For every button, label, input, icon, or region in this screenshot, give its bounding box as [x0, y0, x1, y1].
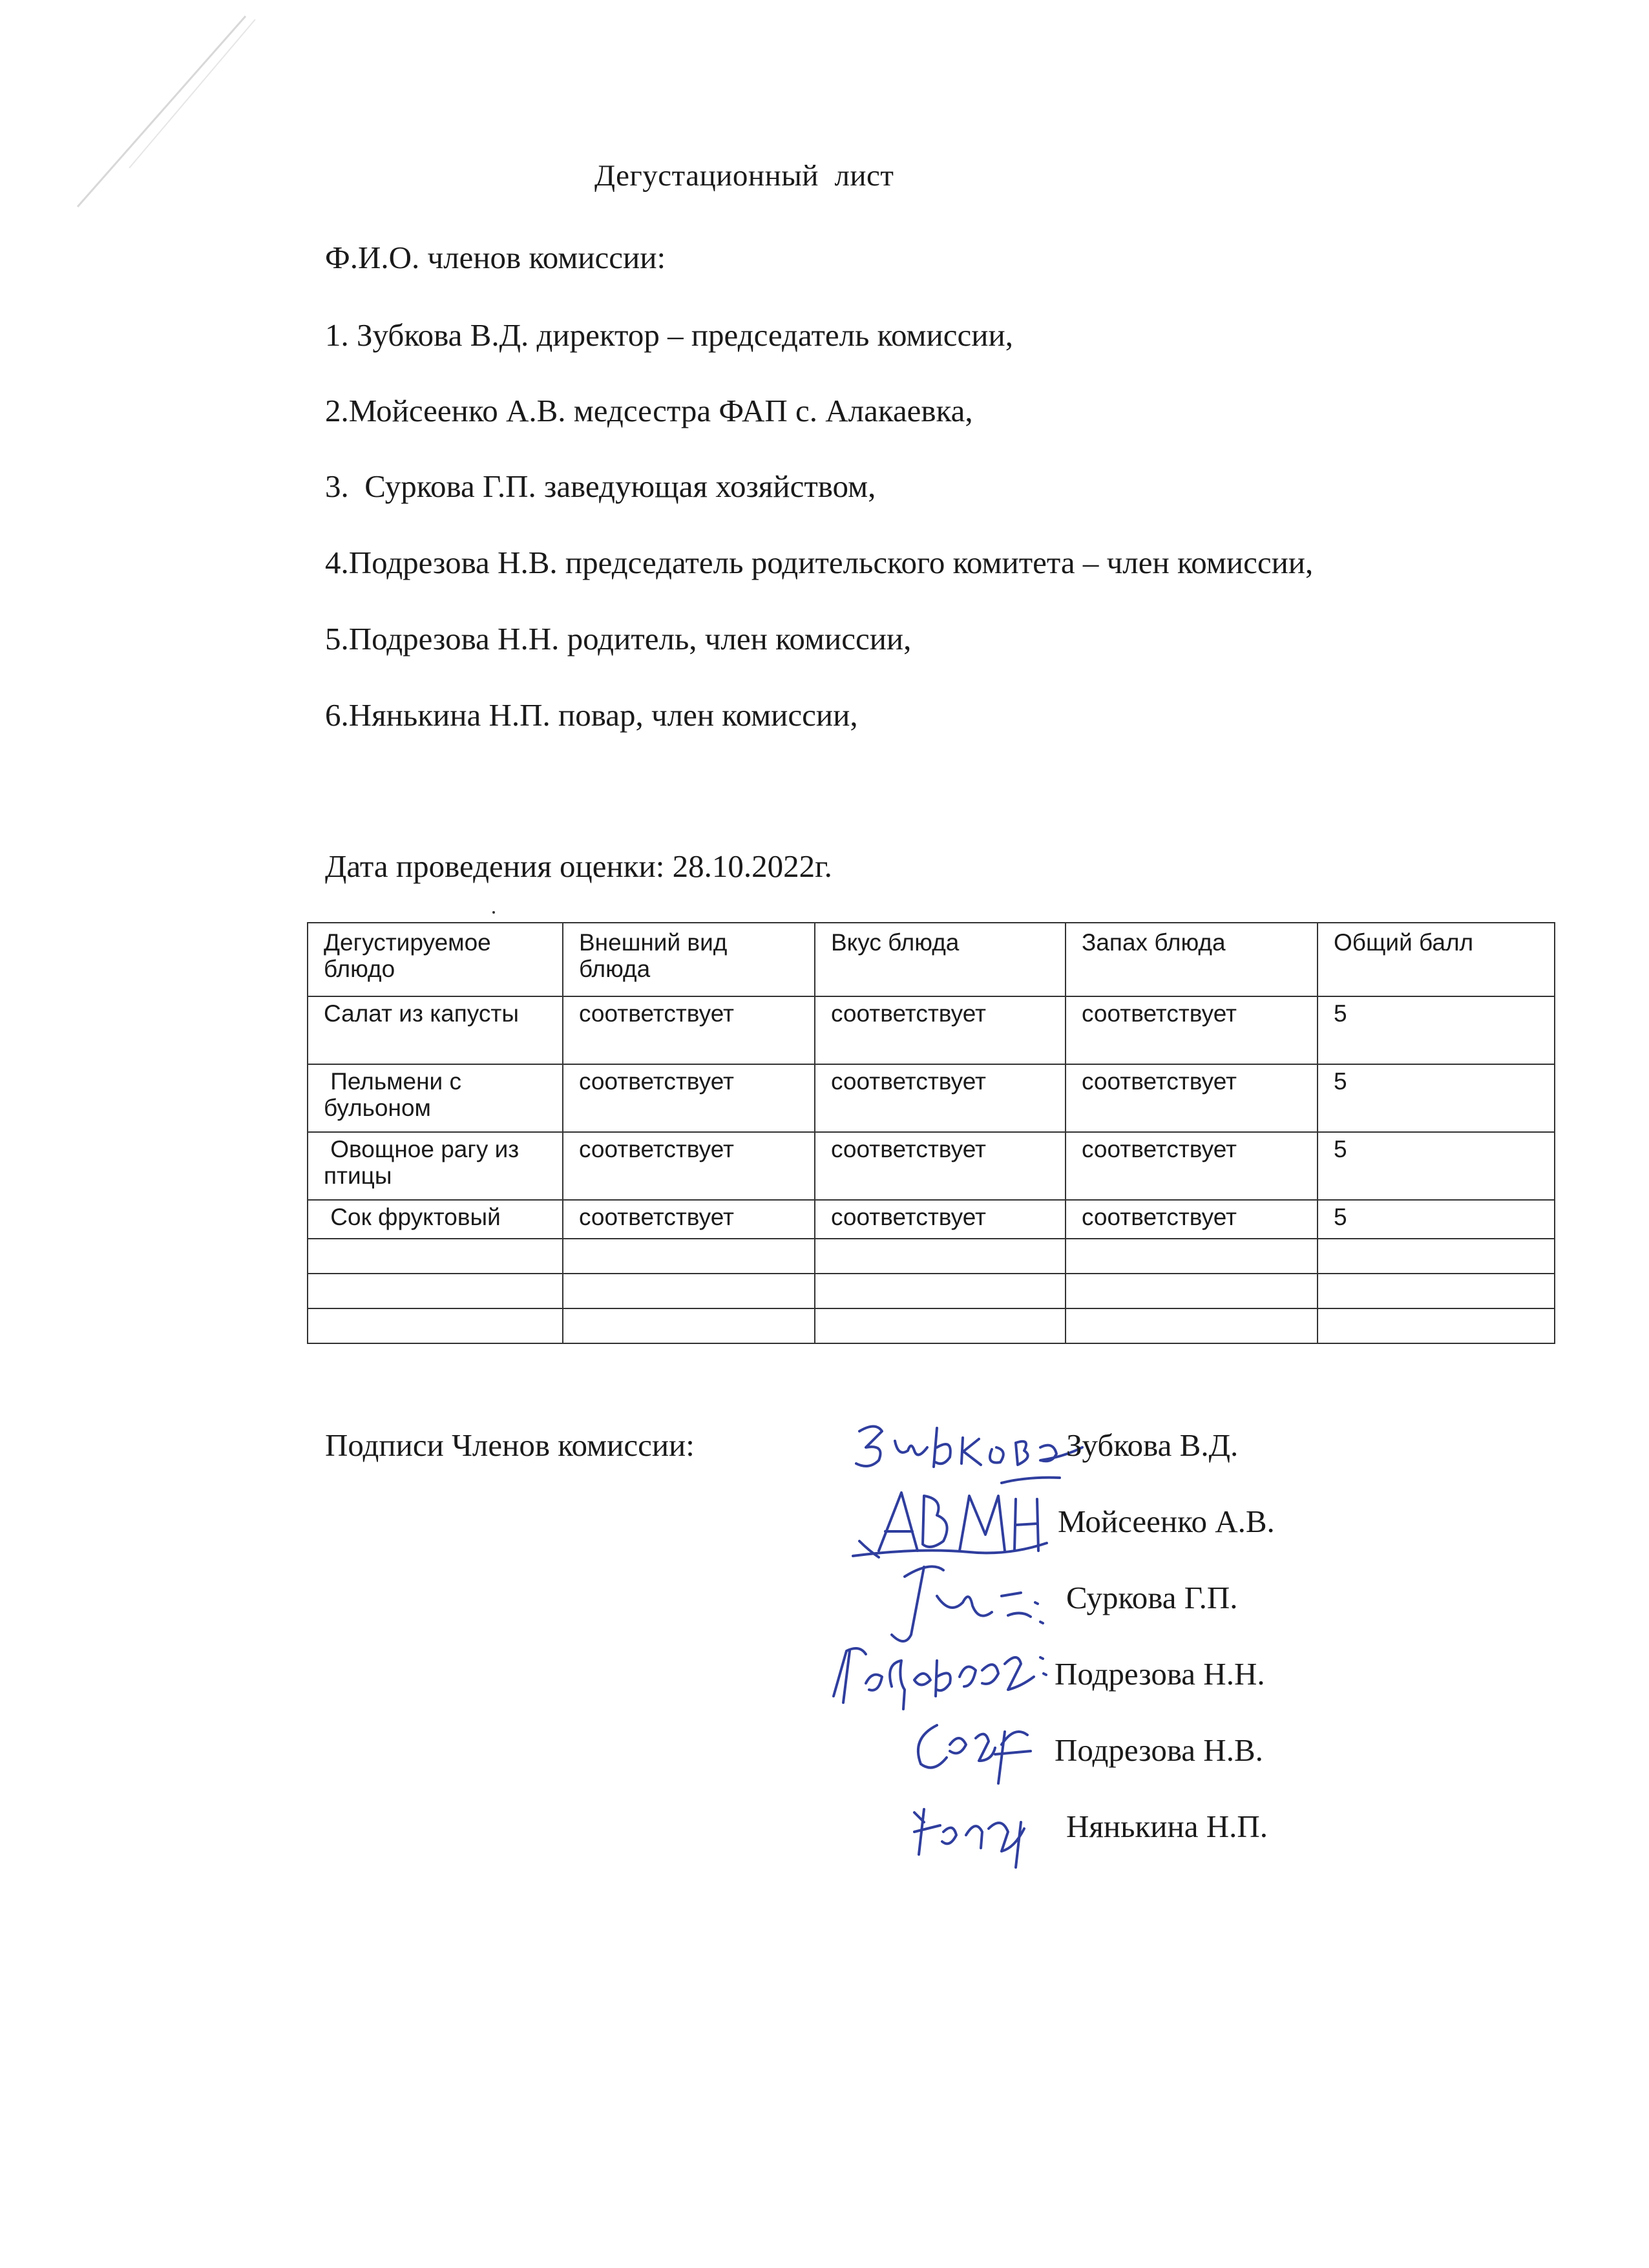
empty-cell — [563, 1274, 815, 1308]
empty-cell — [308, 1308, 563, 1343]
members-heading: Ф.И.О. членов комиссии: — [325, 240, 666, 275]
member-line: 2.Мойсеенко А.В. медсестра ФАП с. Алакаевка, — [325, 393, 973, 428]
stray-dot — [492, 911, 495, 914]
cell-score: 5 — [1318, 1132, 1555, 1200]
member-line: 5.Подрезова Н.Н. родитель, член комиссии, — [325, 621, 912, 656]
empty-cell — [1318, 1274, 1555, 1308]
table-row — [308, 1200, 1555, 1239]
cell-dish: Пельмени с бульоном — [308, 1064, 563, 1132]
cell-smell: соответствует — [1066, 996, 1318, 1064]
tasting-table — [307, 922, 1555, 1344]
empty-cell — [563, 1239, 815, 1274]
member-line: 4.Подрезова Н.В. председатель родительского комитета – член комиссии, — [325, 545, 1314, 580]
signer-name: Подрезова Н.В. — [1055, 1732, 1263, 1768]
header-smell: Запах блюда — [1066, 923, 1318, 996]
cell-smell: соответствует — [1066, 1200, 1318, 1239]
table-row — [308, 1064, 1555, 1132]
cell-dish: Овощное рагу из птицы — [308, 1132, 563, 1200]
table-header-row — [308, 923, 1555, 996]
cell-appearance: соответствует — [563, 1200, 815, 1239]
cell-smell: соответствует — [1066, 1132, 1318, 1200]
document-title: Дегустационный лист — [594, 159, 894, 193]
signatures-label: Подписи Членов комиссии: — [325, 1427, 695, 1463]
signature-podrezova-nv — [898, 1699, 1053, 1790]
cell-score: 5 — [1318, 1064, 1555, 1132]
empty-cell — [815, 1308, 1066, 1343]
header-appearance: Внешний вид блюда — [563, 923, 815, 996]
member-line: 3. Суркова Г.П. заведующая хозяйством, — [325, 468, 876, 504]
empty-cell — [563, 1308, 815, 1343]
signer-name: Зубкова В.Д. — [1066, 1427, 1239, 1463]
cell-appearance: соответствует — [563, 996, 815, 1064]
table-row-empty — [308, 1308, 1555, 1343]
cell-dish: Сок фруктовый — [308, 1200, 563, 1239]
empty-cell — [308, 1239, 563, 1274]
cell-score: 5 — [1318, 996, 1555, 1064]
cell-score: 5 — [1318, 1200, 1555, 1239]
empty-cell — [1066, 1274, 1318, 1308]
empty-cell — [1066, 1239, 1318, 1274]
empty-cell — [815, 1274, 1066, 1308]
assessment-date: Дата проведения оценки: 28.10.2022г. — [325, 848, 832, 884]
member-line: 6.Нянькина Н.П. повар, член комиссии, — [325, 697, 858, 733]
cell-taste: соответствует — [815, 996, 1066, 1064]
signer-name: Подрезова Н.Н. — [1055, 1656, 1265, 1692]
cell-dish: Салат из капусты — [308, 996, 563, 1064]
signer-name: Суркова Г.П. — [1066, 1580, 1238, 1615]
cell-taste: соответствует — [815, 1132, 1066, 1200]
signature-moiseenko — [840, 1480, 1060, 1570]
member-line: 1. Зубкова В.Д. директор – председатель комиссии, — [325, 317, 1013, 353]
empty-cell — [1318, 1239, 1555, 1274]
header-dish: Дегустируемое блюдо — [308, 923, 563, 996]
cell-taste: соответствует — [815, 1064, 1066, 1132]
table-row — [308, 996, 1555, 1064]
cell-appearance: соответствует — [563, 1132, 815, 1200]
empty-cell — [308, 1274, 563, 1308]
cell-smell: соответствует — [1066, 1064, 1318, 1132]
table-row-empty — [308, 1239, 1555, 1274]
empty-cell — [1066, 1308, 1318, 1343]
signature-nyankina — [905, 1783, 1047, 1874]
cell-appearance: соответствует — [563, 1064, 815, 1132]
signer-name: Нянькина Н.П. — [1066, 1809, 1268, 1844]
empty-cell — [1318, 1308, 1555, 1343]
scan-artifact — [52, 13, 297, 220]
cell-taste: соответствует — [815, 1200, 1066, 1239]
table-row — [308, 1132, 1555, 1200]
empty-cell — [815, 1239, 1066, 1274]
header-total-score: Общий балл — [1318, 923, 1555, 996]
table-row-empty — [308, 1274, 1555, 1308]
signer-name: Мойсеенко А.В. — [1058, 1504, 1275, 1539]
header-taste: Вкус блюда — [815, 923, 1066, 996]
